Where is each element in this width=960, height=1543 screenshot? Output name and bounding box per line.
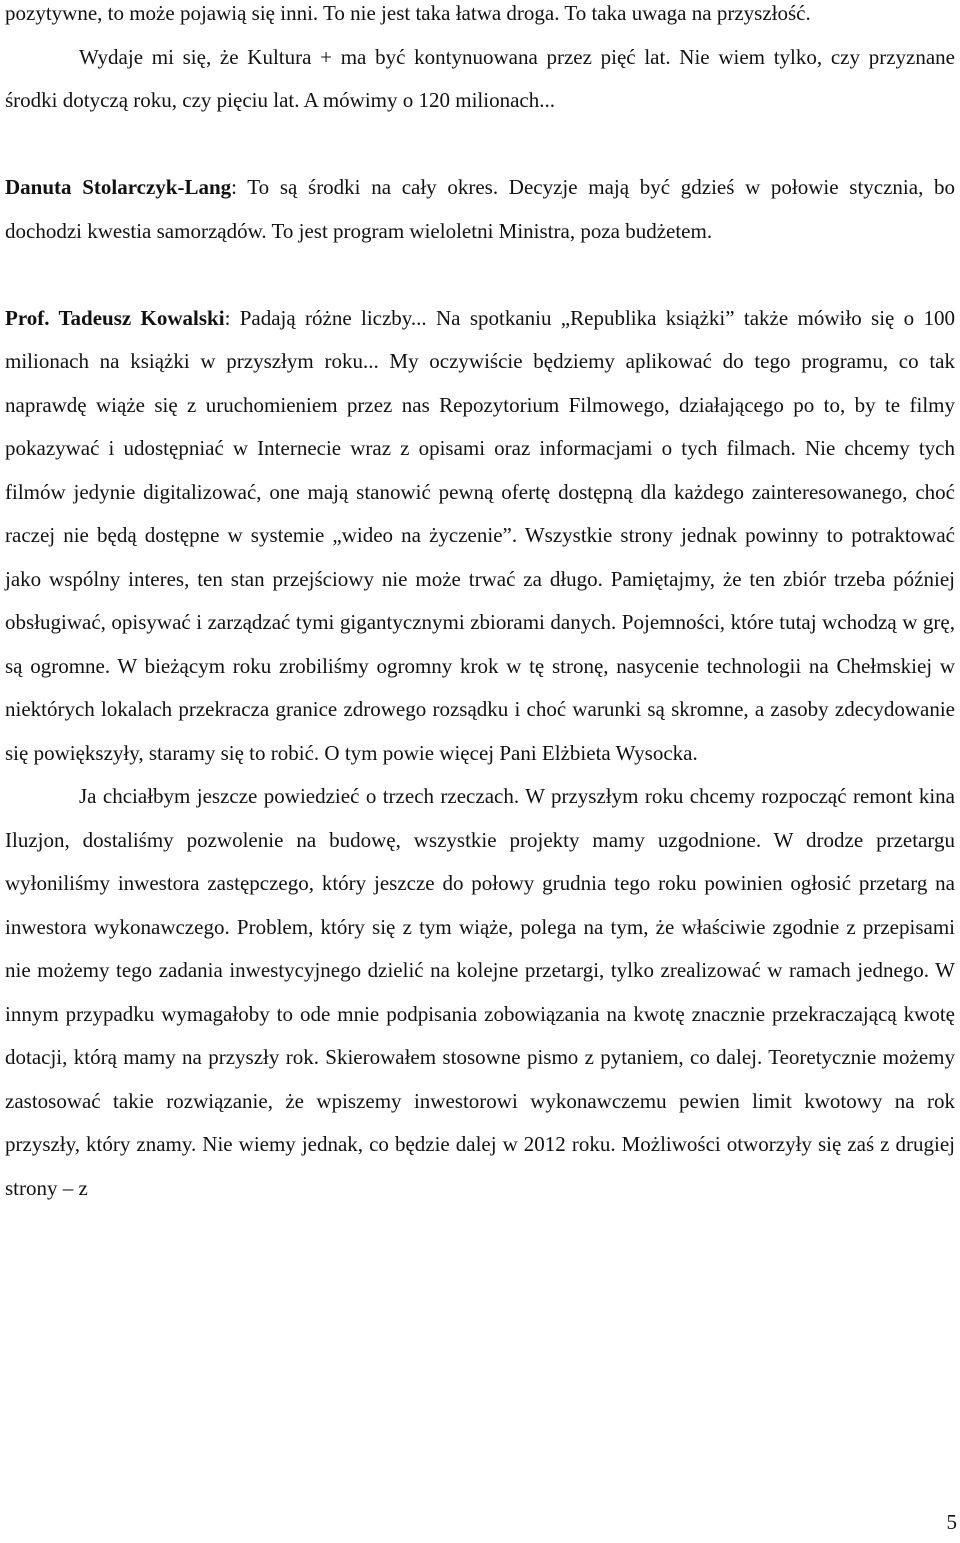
paragraph-text: Wydaje mi się, że Kultura + ma być kontynuowana przez pięć lat. Nie wiem tylko, czy przyznane środki dotyczą roku, czy pięciu lat. A mówimy o 120 milionach... [5,44,955,112]
speaker-name: Danuta Stolarczyk-Lang [5,175,232,199]
document-page [5,0,955,1210]
paragraph-text: pozytywne, to może pojawią się inni. To nie jest taka łatwa droga. To taka uwaga na przyszłość. [5,1,811,25]
paragraph-kultura [5,36,955,123]
paragraph-continuation [5,0,955,36]
paragraph-text: Ja chciałbym jeszcze powiedzieć o trzech rzeczach. W przyszłym roku chcemy rozpocząć remont kina Iluzjon, dostaliśmy pozwolenie na budowę, wszystkie projekty mamy uzgodnione. W drodze przetargu wyłoniliśmy inwestora zastępczego, który jeszcze do połowy grudnia tego roku powinien ogłosić przetarg na inwestora wykonawczego. Problem, który się z tym wiąże, polega na tym, że właściwie zgodnie z przepisami nie możemy tego zadania inwestycyjnego dzielić na kolejne przetargi, tylko zrealizować w ramach jednego. W innym przypadku wymagałoby to ode mnie podpisania zobowiązania na kwotę znacznie przekraczającą kwotę dotacji, którą mamy na przyszły rok. Skierowałem stosowne pismo z pytaniem, co dalej. Teoretycznie możemy zastosować takie rozwiązanie, że wpiszemy inwestorowi wykonawczemu pewien limit kwotowy na rok przyszły, który znamy. Nie wiemy jednak, co będzie dalej w 2012 roku. Możliwości otworzyły się zaś z drugiej strony – z [5,784,955,1200]
speaker-name: Prof. Tadeusz Kowalski [5,305,225,330]
paragraph-text: : To są środki na cały okres. Decyzje mają być gdzieś w połowie stycznia, bo dochodzi kwestia samorządów. To jest program wieloletni Ministra, poza budżetem. [5,175,956,243]
paragraph-iluzjon [5,775,955,1210]
page-number: 5 [946,1510,957,1534]
paragraph-stolarczyk-lang [5,166,955,253]
paragraph-kowalski [5,297,955,776]
paragraph-text: : Padają różne liczby... Na spotkaniu „Republika książki” także mówiło się o 100 milionach na książki w przyszłym roku... My oczywiście będziemy aplikować do tego programu, co tak naprawdę wiąże się z uruchomieniem przez nas Repozytorium Filmowego, działającego po to, by te filmy pokazywać i udostępniać w Internecie wraz z opisami oraz informacjami o tych filmach. Nie chcemy tych filmów jedynie digitalizować, one mają stanowić pewną ofertę dostępną dla każdego zainteresowanego, choć raczej nie będą dostępne w systemie „wideo na życzenie”. Wszystkie strony jednak powinny to potraktować jako wspólny interes, ten stan przejściowy nie może trwać za długo. Pamiętajmy, że ten zbiór trzeba później obsługiwać, opisywać i zarządzać tymi gigantycznymi zbiorami danych. Pojemności, które tutaj wchodzą w grę, są ogromne. W bieżącym roku zrobiliśmy ogromny krok w tę stronę, nasycenie technologii na Chełmskiej w niektórych lokalach przekracza granice zdrowego rozsądku i choć warunki są skromne, a zasoby zdecydowanie się powiększyły, staramy się to robić. O tym powie więcej Pani Elżbieta Wysocka. [5,305,955,765]
